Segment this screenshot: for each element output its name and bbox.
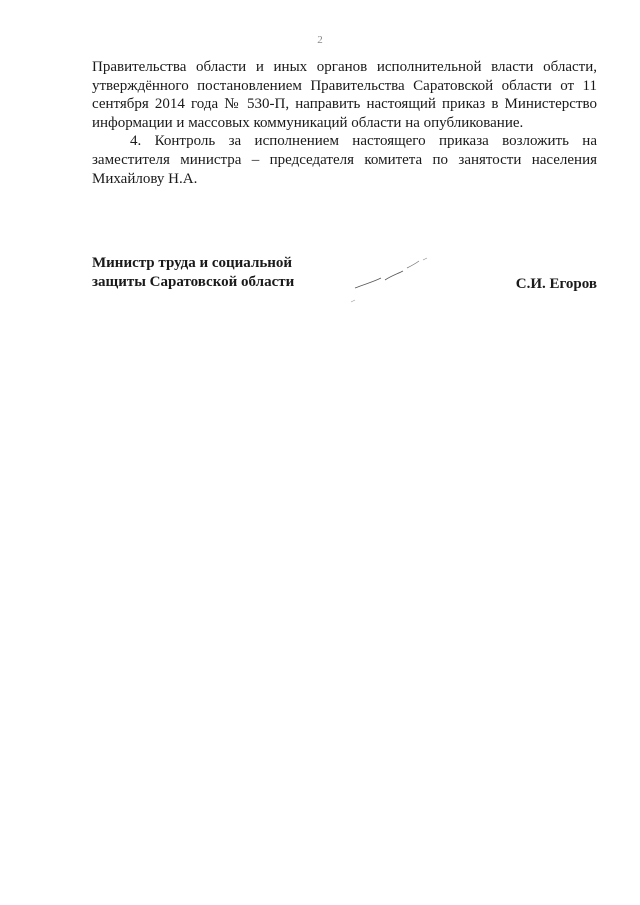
page-number: 2 bbox=[317, 34, 323, 46]
signer-name: С.И. Егоров bbox=[515, 276, 597, 292]
signer-title-line-1: Министр труда и социальной bbox=[92, 255, 293, 271]
document-body bbox=[92, 58, 597, 188]
signature-block bbox=[92, 254, 597, 314]
signer-title bbox=[92, 254, 294, 292]
signer-title-line-2: защиты Саратовской области bbox=[92, 274, 295, 290]
handwritten-signature bbox=[347, 254, 467, 309]
paragraph-continuation: Правительства области и иных органов исполнительной власти области, утверждённого постановлением Правительства Саратовской области от 11 сентября 2014 года № 530-П, направить настоящий приказ в Министерство информации и массовых коммуникаций области на опубликование. bbox=[92, 59, 597, 131]
paragraph-item-4: 4. Контроль за исполнением настоящего приказа возложить на заместителя министра – председателя комитета по занятости населения Михайлову Н.А. bbox=[92, 133, 597, 187]
